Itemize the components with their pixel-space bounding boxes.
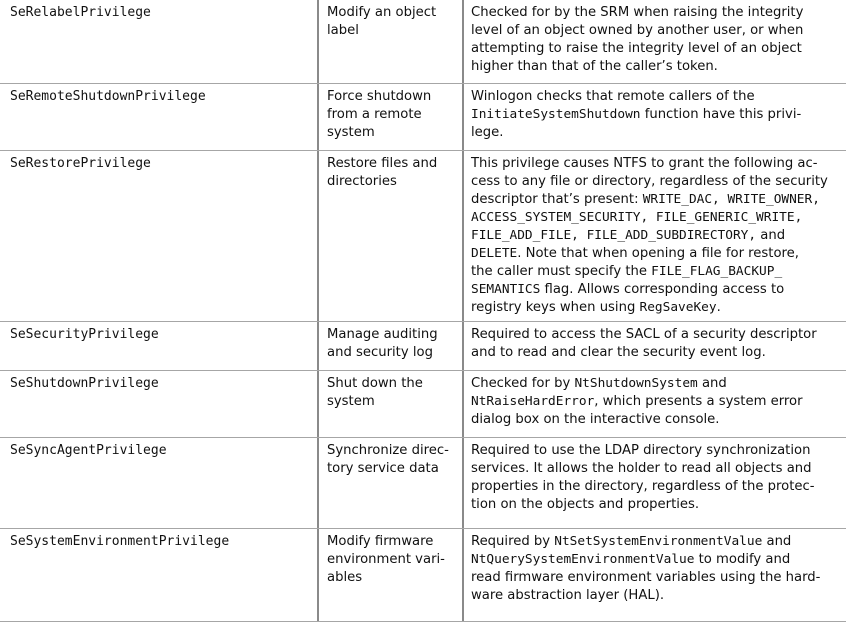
privilege-name: SeRestorePrivilege	[10, 156, 151, 171]
privilege-description: Required to access the SACL of a security descriptor and to read and clear the security event log.	[471, 327, 817, 360]
display-name: Synchronize direc- tory service data	[327, 443, 449, 476]
table-row	[0, 0, 846, 84]
privilege-description: Winlogon checks that remote callers of the InitiateSystemShutdown function have this privi- lege.	[471, 89, 802, 140]
table-row	[0, 438, 846, 529]
table-row	[0, 322, 846, 371]
display-name: Shut down the system	[327, 376, 423, 409]
privilege-name: SeRemoteShutdownPrivilege	[10, 89, 206, 104]
privilege-name: SeShutdownPrivilege	[10, 376, 159, 391]
privilege-description: Required by NtSetSystemEnvironmentValue and NtQuerySystemEnvironmentValue to modify and read firmware environment variables using the hard- ware abstraction layer (HAL).	[471, 534, 821, 603]
privilege-name: SeRelabelPrivilege	[10, 5, 151, 20]
privilege-name: SeSystemEnvironmentPrivilege	[10, 534, 230, 549]
display-name: Force shutdown from a remote system	[327, 89, 432, 140]
privilege-name: SeSyncAgentPrivilege	[10, 443, 167, 458]
display-name: Modify firmware environment vari- ables	[327, 534, 445, 585]
api-name: InitiateSystemShutdown	[471, 107, 641, 122]
privilege-description: This privilege causes NTFS to grant the following ac- cess to any file or directory, regardless of the security descriptor that’s present: WRITE_DAC, WRITE_OWNER, ACCESS_SYSTEM_SECURITY, FILE_GENERIC_WRITE, FILE_ADD_FILE, FILE_ADD_SUBDIRECTORY, and DELETE. Note that when opening a file for restore, the caller must specify the FILE_FLAG_BACKUP_ SEMANTICS flag. Allows corresponding access to registry keys when using RegSaveKey.	[471, 156, 828, 315]
table-row	[0, 151, 846, 322]
display-name: Modify an object label	[327, 5, 437, 38]
display-name: Manage auditing and security log	[327, 327, 438, 360]
privilege-description: Checked for by NtShutdownSystem and NtRaiseHardError, which presents a system error dialog box on the interactive console.	[471, 376, 803, 427]
privilege-description: Checked for by the SRM when raising the integrity level of an object owned by another user, or when attempting to raise the integrity level of an object higher than that of the caller’s token.	[471, 5, 804, 74]
table-row	[0, 371, 846, 438]
display-name: Restore files and directories	[327, 156, 438, 189]
table-row	[0, 84, 846, 151]
privilege-name: SeSecurityPrivilege	[10, 327, 159, 342]
table-row	[0, 529, 846, 622]
privilege-description: Required to use the LDAP directory synchronization services. It allows the holder to read all objects and properties in the directory, regardless of the protec- tion on the objects and properties.	[471, 443, 815, 512]
